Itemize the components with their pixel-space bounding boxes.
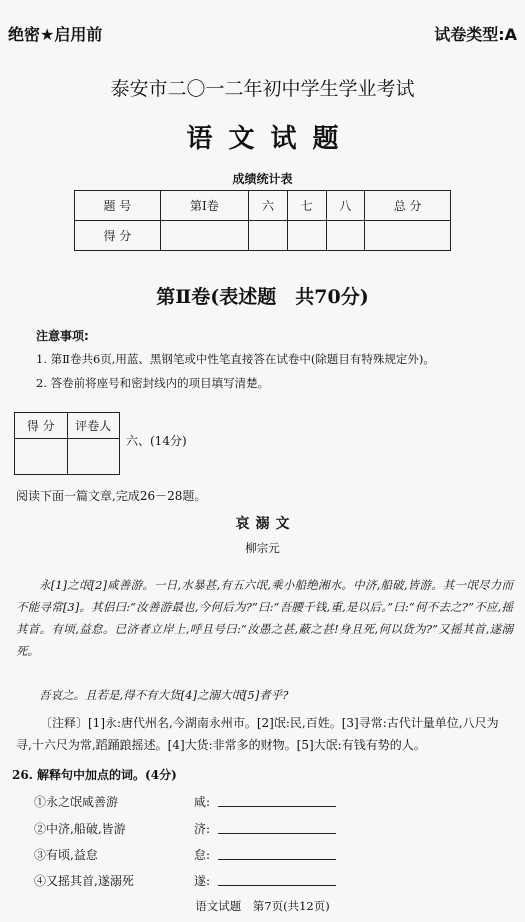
- answer-line[interactable]: [218, 885, 336, 886]
- question-item-word: 济:: [194, 822, 211, 836]
- exam-title: 泰安市二〇一二年初中学生学业考试: [110, 78, 415, 100]
- subject-title: 语文试题: [186, 124, 355, 154]
- answer-line[interactable]: [218, 859, 336, 860]
- question-item-sentence: ③有顷,益怠: [34, 848, 98, 862]
- article-author: 柳宗元: [245, 541, 280, 555]
- article-notes: 〔注释〕[1]永:唐代州名,今湖南永州市。[2]氓:民,百姓。[3]寻常:古代计量单位,八尺为寻,十六尺为常,蹈踊踉摇述。[4]大货:非常多的财物。[5]大氓:有钱有势的人。: [16, 716, 499, 752]
- article-title: 哀溺文: [235, 516, 296, 532]
- article-paragraph: 永[1]之氓[2]咸善游。一日,水暴甚,有五六氓,乘小船绝湘水。中济,船破,皆游。其一氓尽力而不能寻常[3]。其侣曰:“汝善游最也,今何后为?”曰:“吾腰千钱,重,是以后。”曰:“何不去之?”不应,摇其首。有顷,益怠。已济者立岸上,呼且号曰:“汝愚之甚,蔽之甚!身且死,何以货为?”又摇其首,遂溺死。: [16, 578, 513, 658]
- score-blank-cell: [326, 221, 365, 251]
- score-table-cell: 题 号: [75, 191, 161, 221]
- paper-type-label: 试卷类型:A: [434, 25, 517, 44]
- score-table-cell: 得 分: [75, 221, 161, 251]
- grader-table-header: 评卷人: [67, 413, 120, 439]
- question-item-word: 怠:: [194, 848, 211, 862]
- volume-title: 第Ⅱ卷(表述题 共70分): [156, 286, 369, 308]
- section-heading: 六、(14分): [126, 434, 187, 448]
- page-footer: 语文试题 第7页(共12页): [195, 899, 330, 913]
- score-table-cell: 总 分: [365, 191, 451, 221]
- reading-instruction: 阅读下面一篇文章,完成26－28题。: [16, 489, 207, 503]
- answer-line[interactable]: [218, 833, 336, 834]
- score-table-cell: 七: [287, 191, 326, 221]
- notice-heading: 注意事项:: [36, 329, 89, 343]
- score-table-cell: 六: [249, 191, 288, 221]
- question-item-word: 咸:: [194, 795, 211, 809]
- score-table-caption: 成绩统计表: [232, 172, 293, 186]
- secrecy-label: 绝密★启用前: [8, 25, 103, 44]
- question-item-sentence: ①永之氓咸善游: [34, 795, 119, 809]
- notice-item: 1. 第Ⅱ卷共6页,用蓝、黑钢笔或中性笔直接答在试卷中(除题目有特殊规定外)。: [36, 352, 435, 366]
- grader-blank-cell: [15, 439, 68, 475]
- score-table: [74, 190, 451, 251]
- notice-item: 2. 答卷前将座号和密封线内的项目填写清楚。: [36, 376, 270, 390]
- question-item-sentence: ④又摇其首,遂溺死: [34, 874, 134, 888]
- score-table-cell: 第Ⅰ卷: [160, 191, 248, 221]
- score-table-header-row: [75, 191, 451, 221]
- question-item-sentence: ②中济,船破,皆游: [34, 822, 126, 836]
- score-blank-cell: [287, 221, 326, 251]
- grader-table: [14, 412, 120, 475]
- score-table-score-row: [75, 221, 451, 251]
- score-blank-cell: [365, 221, 451, 251]
- score-blank-cell: [249, 221, 288, 251]
- grader-table-header: 得 分: [15, 413, 68, 439]
- question-stem: 26. 解释句中加点的词。(4分): [12, 768, 177, 782]
- article-paragraph: 吾哀之。且若是,得不有大货[4]之溺大氓[5]者乎?: [39, 688, 289, 702]
- answer-line[interactable]: [218, 806, 336, 807]
- question-item-word: 遂:: [194, 874, 211, 888]
- score-table-cell: 八: [326, 191, 365, 221]
- grader-blank-cell: [67, 439, 120, 475]
- score-blank-cell: [160, 221, 248, 251]
